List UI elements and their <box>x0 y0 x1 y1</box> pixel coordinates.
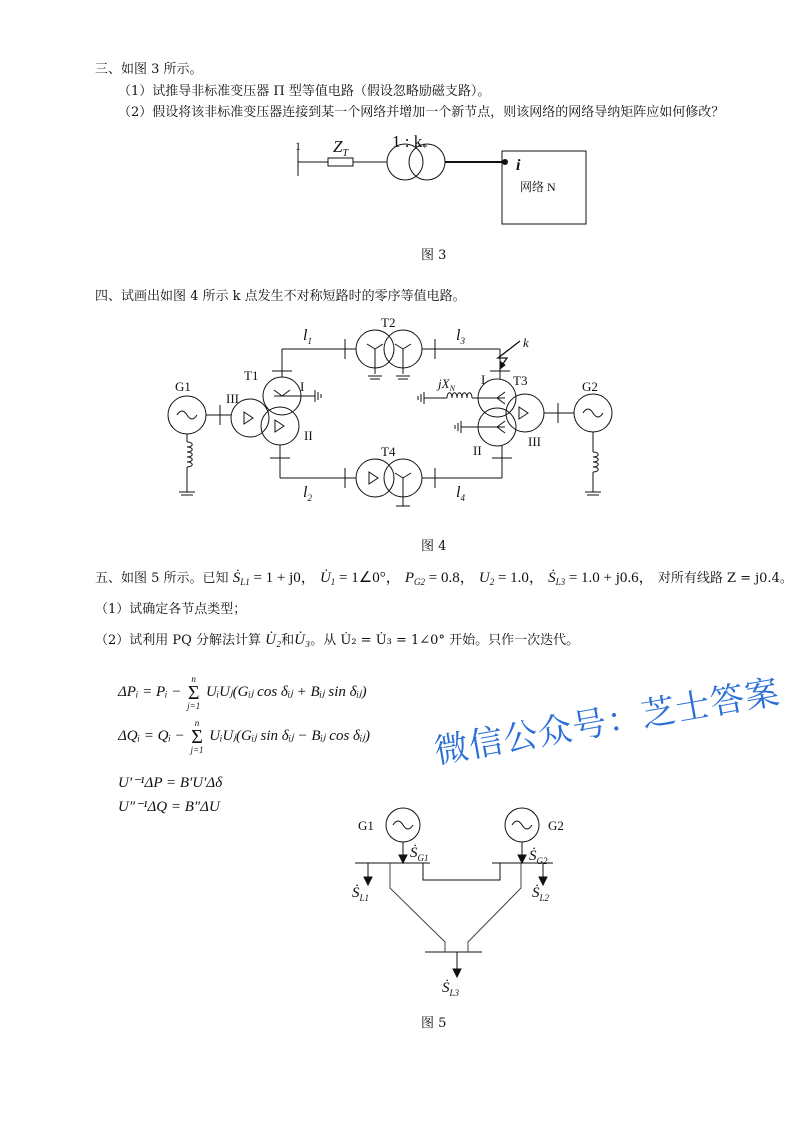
svg-text:G1: G1 <box>175 379 191 394</box>
svg-text:ṠL2: Ṡ$_{L2}$ <box>532 885 550 903</box>
svg-text:k: k <box>523 335 529 350</box>
q5-item1: （1）试确定各节点类型； <box>95 602 247 617</box>
svg-text:ṠG2: Ṡ$_{G2}$ <box>529 848 548 866</box>
svg-text:I: I <box>300 379 305 394</box>
svg-text:l3: $l_3$ <box>456 327 465 346</box>
q4-title: 四、试画出如图 4 所示 k 点发生不对称短路时的零序等值电路。 <box>95 289 466 304</box>
formula-delta-p: ΔPᵢ = Pᵢ − n Σ j=1 UᵢUⱼ(Gᵢⱼ cos δᵢⱼ + Bᵢⱼ sin δᵢⱼ) <box>118 673 367 711</box>
svg-text:jXN: $jX_N$ <box>438 376 455 393</box>
svg-text:III: III <box>226 391 239 406</box>
node-1-label: 1 <box>295 139 301 153</box>
q3-item1: （1）试推导非标准变压器 Π 型等值电路（假设忽略励磁支路）。 <box>118 84 491 99</box>
figure-4 <box>168 315 612 506</box>
svg-text:ṠL3: Ṡ$_{L3}$ <box>442 980 460 998</box>
svg-text:1 : k*: 1 : $k_*$ <box>392 132 428 154</box>
svg-text:I: I <box>481 372 486 387</box>
network-label: 网络 N <box>520 180 556 194</box>
svg-text:T3: T3 <box>513 373 528 388</box>
svg-text:ZT: $Z_T$ <box>333 137 349 159</box>
q3-item2: （2）假设将该非标准变压器连接到某一个网络并增加一个新节点，则该网络的网络导纳矩阵应如何修改？ <box>118 105 725 120</box>
svg-text:II: II <box>304 428 313 443</box>
impedance-zt <box>328 158 353 166</box>
figure-3-caption: 图 3 <box>421 248 447 263</box>
svg-text:G2: G2 <box>548 818 564 833</box>
figure-5-caption: 图 5 <box>421 1016 447 1031</box>
svg-text:G1: G1 <box>358 818 374 833</box>
formula-q-iteration: U″⁻¹ΔQ = B″ΔU <box>118 799 220 815</box>
svg-text:ṠG1: Ṡ$_{G1}$ <box>410 845 429 863</box>
figure-3 <box>295 132 586 224</box>
svg-text:ṠL1: Ṡ$_{L1}$ <box>352 885 370 903</box>
watermark: 微信公众号：芝士答案 <box>431 672 784 773</box>
q3-title: 三、如图 3 所示。 <box>95 62 203 77</box>
svg-text:l1: $l_1$ <box>303 327 312 346</box>
node-i-dot <box>503 160 508 165</box>
svg-text:l2: $l_2$ <box>303 484 312 503</box>
formula-p-iteration: U′⁻¹ΔP = B′U′Δδ <box>118 775 223 791</box>
q5-given-line: 五、如图 5 所示。已知 Ṡ$_{L1}$ = 1 + j0， $U̇_1$ = 1∠0°， $P_{G2} = 0.8$， $U_2 = 1.0$， Ṡ$_{L3}$ = 1.0 + j0.6， 对所有线路 Z = j0.4。 <box>95 570 793 587</box>
figure-5 <box>352 808 564 998</box>
formula-delta-q: ΔQᵢ = Qᵢ − n Σ j=1 UᵢUⱼ(Gᵢⱼ sin δᵢⱼ − Bᵢⱼ cos δᵢⱼ) <box>118 717 370 755</box>
svg-text:II: II <box>473 443 482 458</box>
svg-text:G2: G2 <box>582 379 598 394</box>
svg-text:l4: $l_4$ <box>456 484 465 503</box>
figure-4-caption: 图 4 <box>421 539 447 554</box>
svg-text:T4: T4 <box>381 444 396 459</box>
svg-text:T2: T2 <box>381 315 396 330</box>
svg-text:T1: T1 <box>244 368 259 383</box>
node-i-label: i <box>516 157 521 174</box>
svg-text:III: III <box>528 434 541 449</box>
q5-item2: （2）试利用 PQ 分解法计算 U̇₂和U̇₃。从 U̇₂ = U̇₃ = 1∠0° 开始。只作一次迭代。 <box>95 632 580 648</box>
